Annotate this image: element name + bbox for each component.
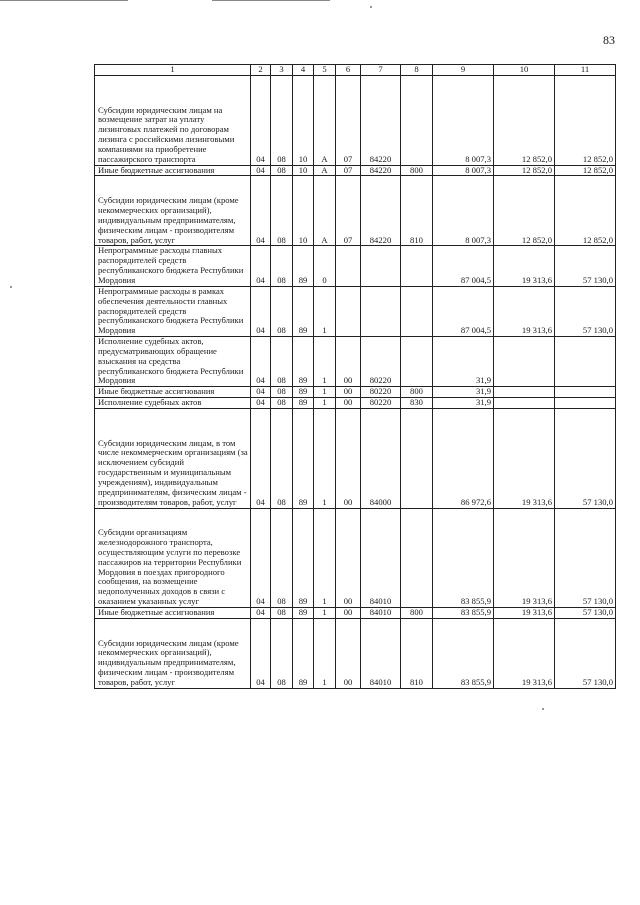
cell-amount-col11: 57 130,0 (555, 618, 616, 688)
cell-amount-col10: 19 313,6 (494, 508, 555, 608)
budget-table (94, 64, 616, 689)
cell-subprogram: А (314, 165, 336, 176)
cell-section: 04 (251, 409, 271, 509)
cell-event: 00 (336, 608, 361, 619)
cell-expense-type: 800 (401, 387, 433, 398)
cell-amount-col11: 12 852,0 (555, 76, 616, 166)
cell-item-name: Субсидии юридическим лицам на возмещение затрат на уплату лизинговых платежей по договорам лизинга с российскими лизинговыми компаниями на приобретение пассажирского транспорта (95, 76, 251, 166)
cell-section: 04 (251, 387, 271, 398)
cell-amount-col9: 31,9 (433, 387, 494, 398)
cell-event: 07 (336, 76, 361, 166)
cell-amount-col10: 12 852,0 (494, 176, 555, 246)
column-header: 8 (401, 65, 433, 76)
column-header: 11 (555, 65, 616, 76)
table-row (95, 246, 616, 286)
cell-expense-type: 800 (401, 608, 433, 619)
cell-subprogram: 1 (314, 508, 336, 608)
column-header: 10 (494, 65, 555, 76)
cell-amount-col10 (494, 387, 555, 398)
cell-item-name: Исполнение судебных актов, предусматривающих обращение взыскания на средства республиканского бюджета Республики Мордовия (95, 337, 251, 387)
cell-program: 10 (293, 176, 314, 246)
column-header: 7 (361, 65, 401, 76)
page-number: 83 (603, 33, 615, 47)
cell-section: 04 (251, 286, 271, 336)
scan-edge-mark (0, 0, 128, 1)
table-row (95, 165, 616, 176)
cell-event: 07 (336, 176, 361, 246)
table-row (95, 409, 616, 509)
cell-direction (361, 246, 401, 286)
cell-event: 07 (336, 165, 361, 176)
cell-program: 10 (293, 76, 314, 166)
cell-program: 89 (293, 608, 314, 619)
cell-section: 04 (251, 246, 271, 286)
cell-section: 04 (251, 398, 271, 409)
cell-direction (361, 286, 401, 336)
cell-amount-col9: 87 004,5 (433, 246, 494, 286)
cell-program: 89 (293, 286, 314, 336)
column-header: 2 (251, 65, 271, 76)
table-header (95, 65, 616, 76)
cell-subsection: 08 (271, 387, 293, 398)
cell-section: 04 (251, 618, 271, 688)
cell-amount-col10 (494, 398, 555, 409)
cell-item-name: Субсидии юридическим лицам (кроме некоммерческих организаций), индивидуальным предпринимателям, физическим лицам - производителям товаров, работ, услуг (95, 618, 251, 688)
cell-subsection: 08 (271, 508, 293, 608)
cell-subsection: 08 (271, 398, 293, 409)
cell-amount-col9: 83 855,9 (433, 618, 494, 688)
cell-subsection: 08 (271, 176, 293, 246)
cell-subprogram: 1 (314, 387, 336, 398)
cell-amount-col9: 86 972,6 (433, 409, 494, 509)
header-row (95, 65, 616, 76)
cell-event: 00 (336, 508, 361, 608)
cell-amount-col11: 57 130,0 (555, 409, 616, 509)
cell-item-name: Субсидии юридическим лицам, в том числе некоммерческим организациям (за исключением субсидий государственным и муниципальным учреждениям), индивидуальным предпринимателям, физическим лицам - производителям товаров, работ, услуг (95, 409, 251, 509)
cell-section: 04 (251, 508, 271, 608)
table-row (95, 76, 616, 166)
cell-section: 04 (251, 76, 271, 166)
cell-amount-col10: 12 852,0 (494, 76, 555, 166)
cell-direction: 80220 (361, 387, 401, 398)
cell-amount-col9: 87 004,5 (433, 286, 494, 336)
cell-amount-col10: 19 313,6 (494, 608, 555, 619)
cell-section: 04 (251, 608, 271, 619)
cell-amount-col9: 31,9 (433, 398, 494, 409)
cell-program: 89 (293, 387, 314, 398)
cell-amount-col11 (555, 337, 616, 387)
cell-subprogram: 1 (314, 409, 336, 509)
column-header: 4 (293, 65, 314, 76)
table-row (95, 286, 616, 336)
cell-subsection: 08 (271, 246, 293, 286)
cell-item-name: Иные бюджетные ассигнования (95, 608, 251, 619)
cell-subprogram: 1 (314, 618, 336, 688)
scan-speck (370, 6, 372, 8)
cell-expense-type (401, 246, 433, 286)
cell-expense-type (401, 337, 433, 387)
cell-amount-col10: 19 313,6 (494, 409, 555, 509)
cell-direction: 84220 (361, 176, 401, 246)
cell-event: 00 (336, 337, 361, 387)
cell-section: 04 (251, 176, 271, 246)
cell-direction: 84220 (361, 76, 401, 166)
cell-event (336, 286, 361, 336)
cell-amount-col9: 8 007,3 (433, 165, 494, 176)
cell-subsection: 08 (271, 608, 293, 619)
cell-direction: 84010 (361, 508, 401, 608)
column-header: 3 (271, 65, 293, 76)
cell-section: 04 (251, 337, 271, 387)
cell-program: 10 (293, 165, 314, 176)
cell-expense-type (401, 286, 433, 336)
cell-amount-col10: 19 313,6 (494, 286, 555, 336)
cell-amount-col11 (555, 387, 616, 398)
cell-direction: 80220 (361, 398, 401, 409)
scan-speck (542, 708, 544, 710)
cell-amount-col9: 83 855,9 (433, 608, 494, 619)
cell-amount-col9: 8 007,3 (433, 176, 494, 246)
cell-expense-type: 830 (401, 398, 433, 409)
cell-amount-col9: 83 855,9 (433, 508, 494, 608)
cell-direction: 84000 (361, 409, 401, 509)
table-row (95, 176, 616, 246)
cell-section: 04 (251, 165, 271, 176)
cell-event: 00 (336, 618, 361, 688)
cell-item-name: Иные бюджетные ассигнования (95, 165, 251, 176)
cell-amount-col10: 12 852,0 (494, 165, 555, 176)
table-body (95, 76, 616, 689)
table-row (95, 608, 616, 619)
cell-subprogram: 1 (314, 286, 336, 336)
cell-expense-type (401, 409, 433, 509)
cell-amount-col9: 8 007,3 (433, 76, 494, 166)
cell-expense-type: 810 (401, 618, 433, 688)
cell-expense-type (401, 508, 433, 608)
cell-event (336, 246, 361, 286)
cell-program: 89 (293, 337, 314, 387)
cell-subsection: 08 (271, 165, 293, 176)
scan-speck (10, 286, 12, 288)
cell-item-name: Непрограммные расходы в рамках обеспечения деятельности главных распорядителей средств республиканского бюджета Республики Мордовия (95, 286, 251, 336)
scan-edge-mark (212, 0, 330, 1)
cell-event: 00 (336, 387, 361, 398)
cell-program: 89 (293, 246, 314, 286)
cell-event: 00 (336, 398, 361, 409)
cell-amount-col11: 12 852,0 (555, 176, 616, 246)
table-row (95, 337, 616, 387)
cell-amount-col11: 57 130,0 (555, 508, 616, 608)
column-header: 1 (95, 65, 251, 76)
cell-expense-type: 810 (401, 176, 433, 246)
cell-item-name: Непрограммные расходы главных распорядителей средств республиканского бюджета Республики Мордовия (95, 246, 251, 286)
table-row (95, 387, 616, 398)
cell-subprogram: А (314, 176, 336, 246)
cell-program: 89 (293, 398, 314, 409)
cell-program: 89 (293, 508, 314, 608)
cell-subsection: 08 (271, 337, 293, 387)
cell-item-name: Субсидии юридическим лицам (кроме некоммерческих организаций), индивидуальным предпринимателям, физическим лицам - производителям товаров, работ, услуг (95, 176, 251, 246)
cell-amount-col11 (555, 398, 616, 409)
cell-amount-col10: 19 313,6 (494, 618, 555, 688)
cell-amount-col11: 12 852,0 (555, 165, 616, 176)
cell-subprogram: 1 (314, 608, 336, 619)
table-row (95, 398, 616, 409)
cell-subprogram: 1 (314, 337, 336, 387)
cell-amount-col10 (494, 337, 555, 387)
cell-subsection: 08 (271, 76, 293, 166)
cell-subprogram: 0 (314, 246, 336, 286)
cell-subprogram: 1 (314, 398, 336, 409)
cell-amount-col11: 57 130,0 (555, 608, 616, 619)
cell-amount-col10: 19 313,6 (494, 246, 555, 286)
cell-program: 89 (293, 409, 314, 509)
cell-direction: 80220 (361, 337, 401, 387)
column-header: 9 (433, 65, 494, 76)
cell-expense-type: 800 (401, 165, 433, 176)
cell-direction: 84010 (361, 618, 401, 688)
table-row (95, 618, 616, 688)
cell-direction: 84220 (361, 165, 401, 176)
cell-program: 89 (293, 618, 314, 688)
cell-amount-col11: 57 130,0 (555, 246, 616, 286)
cell-amount-col9: 31,9 (433, 337, 494, 387)
cell-expense-type (401, 76, 433, 166)
column-header: 5 (314, 65, 336, 76)
cell-event: 00 (336, 409, 361, 509)
column-header: 6 (336, 65, 361, 76)
cell-subsection: 08 (271, 409, 293, 509)
table-row (95, 508, 616, 608)
cell-subprogram: А (314, 76, 336, 166)
cell-item-name: Субсидии организациям железнодорожного транспорта, осуществляющим услуги по перевозке пассажиров на территории Республики Мордовия в поездах пригородного сообщения, на возмещение недополученных доходов в связи с оказанием указанных услуг (95, 508, 251, 608)
cell-direction: 84010 (361, 608, 401, 619)
cell-item-name: Иные бюджетные ассигнования (95, 387, 251, 398)
cell-subsection: 08 (271, 618, 293, 688)
cell-amount-col11: 57 130,0 (555, 286, 616, 336)
cell-subsection: 08 (271, 286, 293, 336)
cell-item-name: Исполнение судебных актов (95, 398, 251, 409)
